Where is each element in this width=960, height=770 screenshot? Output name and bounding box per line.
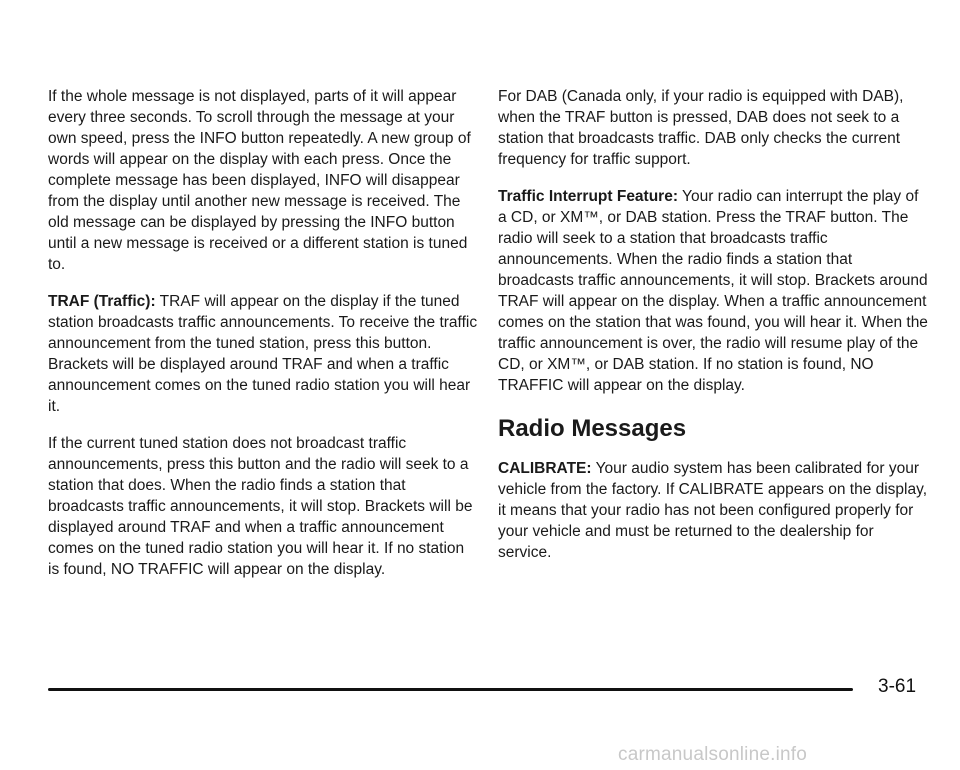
traffic-interrupt-text: Your radio can interrupt the play of a CD, or XM™, or DAB station. Press the TRAF button. The radio will seek to a station that broadcasts traffic announcements. When the radio finds a station that broadcasts traffic announcements, it will stop. Brackets around TRAF will appear on the display. When a traffic announcement comes on the station that was found, you will hear it. When the traffic announcement is over, the radio will resume play of the CD, or XM™, or DAB station. If no station is found, NO TRAFFIC will appear on the display.: [498, 188, 928, 394]
watermark: carmanualsonline.info: [618, 744, 808, 765]
footer-rule: [48, 688, 853, 691]
left-column: [48, 86, 478, 596]
calibrate-label: CALIBRATE:: [498, 460, 592, 477]
traf-paragraph: [48, 291, 478, 417]
no-traffic-paragraph: If the current tuned station does not broadcast traffic announcements, press this button and the radio will seek to a station that does. When the radio finds a station that broadcasts traffic announcements, it will stop. Brackets will be displayed around TRAF and when a traffic announcement comes on the tuned radio station you will hear it. If no station is found, NO TRAFFIC will appear on the display.: [48, 435, 473, 578]
traf-label: TRAF (Traffic):: [48, 293, 156, 310]
radio-messages-heading: Radio Messages: [498, 415, 687, 442]
calibrate-paragraph: [498, 458, 928, 563]
traffic-interrupt-paragraph: [498, 186, 928, 396]
traffic-interrupt-label: Traffic Interrupt Feature:: [498, 188, 678, 205]
dab-paragraph: For DAB (Canada only, if your radio is equipped with DAB), when the TRAF button is pressed, DAB does not seek to a station that broadcasts traffic. DAB only checks the current frequency for traffic support.: [498, 88, 904, 168]
page-number: 3-61: [878, 676, 917, 697]
traf-text: TRAF will appear on the display if the tuned station broadcasts traffic announcements. To receive the traffic announcement from the tuned station, press this button. Brackets will be displayed around TRAF and when a traffic announcement comes on the tuned radio station you will hear it.: [48, 293, 478, 415]
info-scroll-paragraph: If the whole message is not displayed, parts of it will appear every three seconds. To scroll through the message at your own speed, press the INFO button repeatedly. A new group of words will appear on the display with each press. Once the complete message has been displayed, INFO will disappear from the display until another new message is received. The old message can be displayed by pressing the INFO button until a new message is received or a different station is tuned to.: [48, 88, 471, 273]
calibrate-text: Your audio system has been calibrated for your vehicle from the factory. If CALIBRATE appears on the display, it means that your radio has not been configured properly for your vehicle and must be returned to the dealership for service.: [498, 460, 928, 561]
right-column: [498, 86, 928, 579]
